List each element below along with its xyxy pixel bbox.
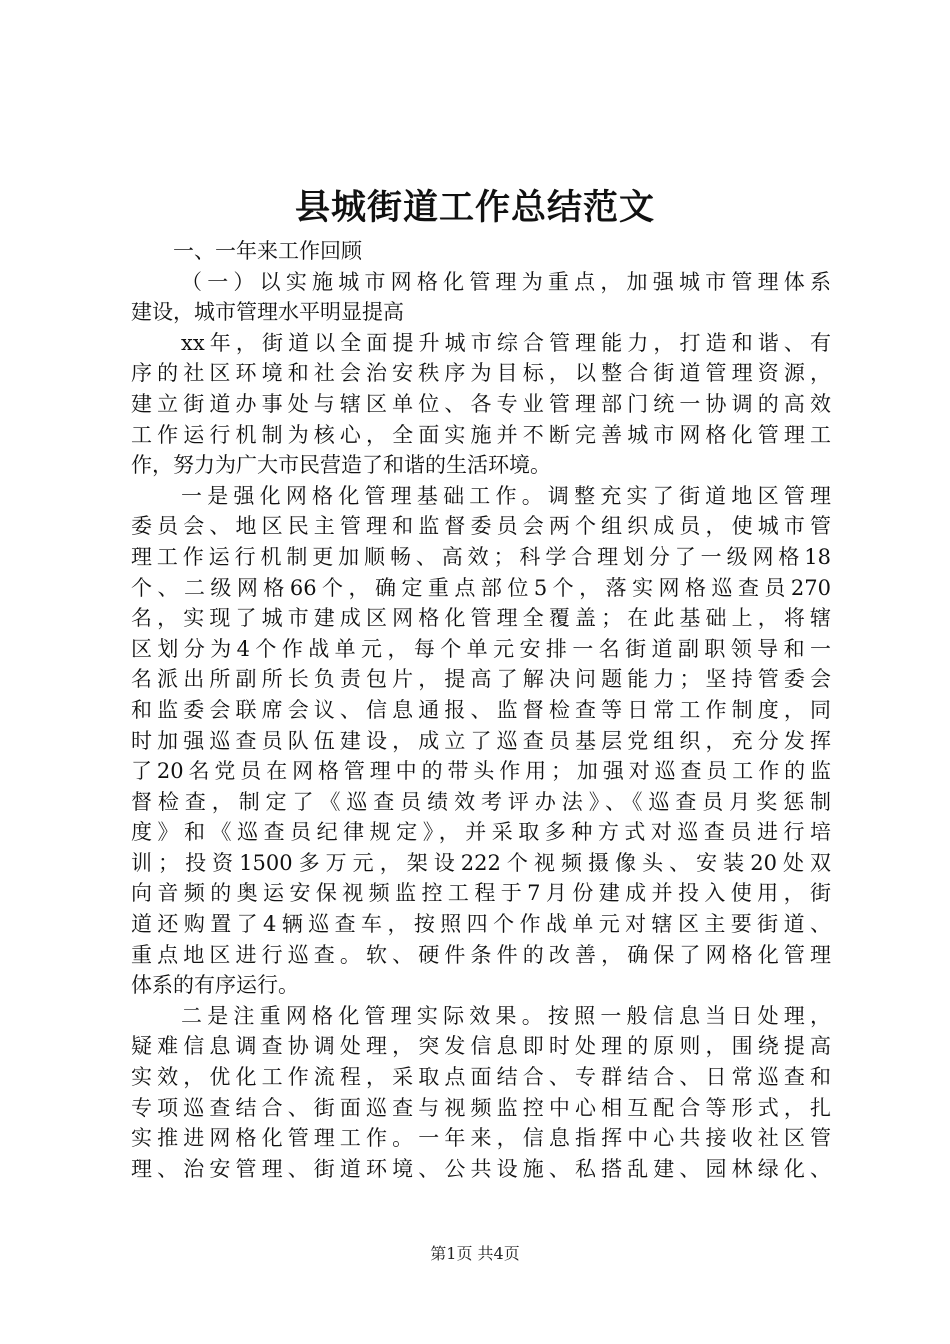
paragraph-line: 名，实现了城市建成区网格化管理全覆盖；在此基础上，将辖 <box>131 606 831 631</box>
section-heading: 一、一年来工作回顾 <box>173 239 362 263</box>
document-title: 县城街道工作总结范文 <box>294 187 655 228</box>
paragraph-line: 督检查，制定了《巡查员绩效考评办法》、《巡查员月奖惩制 <box>131 789 831 814</box>
paragraph-line: xx年，街道以全面提升城市综合管理能力，打造和谐、有 <box>181 330 831 355</box>
paragraph-line: 理工作运行机制更加顺畅、高效；科学合理划分了一级网格18 <box>131 544 831 569</box>
paragraph-line: 向音频的奥运安保视频监控工程于7月份建成并投入使用，街 <box>131 881 831 906</box>
paragraph-line: 工作运行机制为核心，全面实施并不断完善城市网格化管理工 <box>131 422 831 447</box>
paragraph-line: 一是强化网格化管理基础工作。调整充实了街道地区管理 <box>181 483 831 508</box>
paragraph-line: 体系的有序运行。 <box>131 973 299 998</box>
paragraph-line: 区划分为4个作战单元，每个单元安排一名街道副职领导和一 <box>131 636 831 661</box>
paragraph-line: 训；投资1500多万元，架设222个视频摄像头、安装20处双 <box>131 850 831 875</box>
paragraph-line: 实效，优化工作流程，采取点面结合、专群结合、日常巡查和 <box>131 1065 831 1090</box>
paragraph-line: 和监委会联席会议、信息通报、监督检查等日常工作制度，同 <box>131 697 831 722</box>
paragraph-line: 时加强巡查员队伍建设，成立了巡查员基层党组织，充分发挥 <box>131 728 831 753</box>
paragraph-line: 道还购置了4辆巡查车，按照四个作战单元对辖区主要街道、 <box>131 912 831 937</box>
page-number-footer: 第1页 共4页 <box>430 1244 520 1263</box>
subsection-heading-line: 建设，城市管理水平明显提高 <box>131 300 404 325</box>
paragraph-line: 疑难信息调查协调处理，突发信息即时处理的原则，围绕提高 <box>131 1034 831 1059</box>
paragraph-line: 委员会、地区民主管理和监督委员会两个组织成员，使城市管 <box>131 514 831 539</box>
paragraph-line: 重点地区进行巡查。软、硬件条件的改善，确保了网格化管理 <box>131 942 831 967</box>
paragraph-line: 作，努力为广大市民营造了和谐的生活环境。 <box>131 453 551 478</box>
paragraph-line: 实推进网格化管理工作。一年来，信息指挥中心共接收社区管 <box>131 1126 831 1151</box>
paragraph-line: 二是注重网格化管理实际效果。按照一般信息当日处理， <box>181 1003 831 1028</box>
paragraph-line: 理、治安管理、街道环境、公共设施、私搭乱建、园林绿化、 <box>131 1156 831 1181</box>
subsection-heading-line: （一）以实施城市网格化管理为重点，加强城市管理体系 <box>181 269 831 294</box>
paragraph-line: 个、二级网格66个，确定重点部位5个，落实网格巡查员270 <box>131 575 831 600</box>
paragraph-line: 专项巡查结合、街面巡查与视频监控中心相互配合等形式，扎 <box>131 1095 831 1120</box>
paragraph-line: 了20名党员在网格管理中的带头作用；加强对巡查员工作的监 <box>131 759 831 784</box>
paragraph-line: 度》和《巡查员纪律规定》，并采取多种方式对巡查员进行培 <box>131 820 831 845</box>
paragraph-line: 序的社区环境和社会治安秩序为目标，以整合街道管理资源， <box>131 361 831 386</box>
paragraph-line: 建立街道办事处与辖区单位、各专业管理部门统一协调的高效 <box>131 391 831 416</box>
paragraph-line: 名派出所副所长负责包片，提高了解决问题能力；坚持管委会 <box>131 667 831 692</box>
document-body <box>131 236 831 1184</box>
